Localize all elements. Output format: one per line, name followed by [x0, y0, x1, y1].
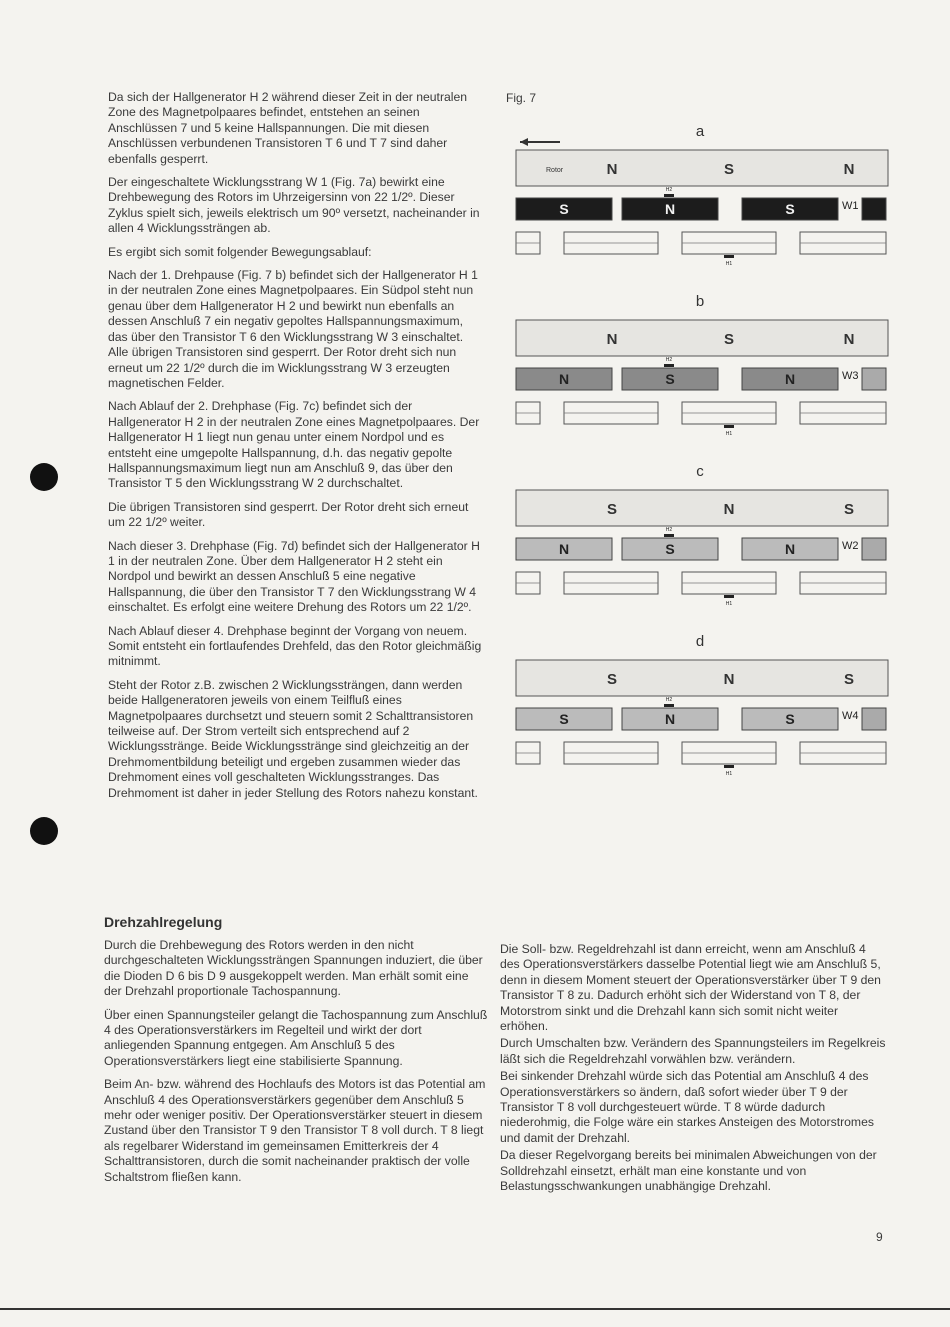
paragraph: Nach der 1. Drehpause (Fig. 7 b) befindet sich der Hallgenerator H 1 in der neutralen Zone eines Magnetpolpaares. Ein Südpol steht nun genau über dem Hallgenerator H 2 und bewirkt nun ebenfalls an dessen Anschluß 7 ein negativ gepoltes Hallspannungsmaximum, das über den Transistor T 6 den Wicklungsstrang W 3 einschaltet. Alle übrigen Transistoren sind gesperrt. Der Rotor dreht sich nun erneut um 22 1/2º durch die im Wicklungsstrang W 3 erzeugten magnetischen Felder. [108, 268, 478, 390]
panel-letter: d [695, 633, 705, 650]
paragraph: Bei sinkender Drehzahl würde sich das Potential am Anschluß 4 des Operationsverstärkers so ändern, daß sofort wieder über T 9 der Transistor T 8 voll durchgesteuert würde. T 8 würde dadurch niederohmig, die Folge wäre ein starkes Ansteigen des Motorstromes und damit der Drehzahl. [500, 1069, 874, 1145]
hall-sensor-bottom-marker [724, 765, 734, 768]
rotor-bar [516, 150, 888, 186]
panel-letter: a [695, 123, 705, 140]
punch-hole-bottom [30, 817, 58, 845]
winding-pole-label: N [664, 711, 676, 727]
punch-hole-top [30, 463, 58, 491]
hall-sensor-top-label: H2 [665, 697, 673, 703]
rotor-bar [516, 660, 888, 696]
winding-label: W3 [842, 370, 859, 382]
panel-letter: b [695, 293, 705, 310]
rotor-pole-label: S [723, 161, 735, 178]
rotor-pole-label: N [843, 161, 855, 178]
paragraph: Da dieser Regelvorgang bereits bei minimalen Abweichungen von der Solldrehzahl einsetzt, erhält man eine konstante und von Belastungsschwankungen unabhängige Drehzahl. [500, 1148, 877, 1194]
rotor-bar [516, 320, 888, 356]
winding-pole-label: N [784, 371, 796, 387]
hall-sensor-bottom-label: H1 [725, 261, 733, 267]
figure-label: Fig. 7 [506, 91, 537, 105]
winding-pole-label: S [785, 711, 795, 727]
winding-pole-label: S [559, 711, 569, 727]
winding-label: W4 [842, 710, 859, 722]
paragraph: Es ergibt sich somit folgender Bewegungsablauf: [108, 244, 372, 259]
rotor-pole-label: S [843, 671, 855, 688]
winding-slot-end [862, 708, 886, 730]
paragraph: Der eingeschaltete Wicklungsstrang W 1 (Fig. 7a) bewirkt eine Drehbewegung des Rotors im Uhrzeigersinn von 22 1/2º. Dieser Zyklus spielt sich, jeweils elektrisch um 90º versetzt, nacheinander in allen 4 Wicklungssträngen ab. [108, 175, 480, 236]
rotor-pole-label: N [606, 331, 618, 348]
arrow-head-icon [520, 138, 528, 146]
winding-pole-label: N [558, 541, 570, 557]
figure-7-diagram [504, 86, 894, 786]
rotor-pole-label: N [606, 161, 618, 178]
hall-sensor-bottom-label: H1 [725, 431, 733, 437]
hall-sensor-bottom-label: H1 [725, 601, 733, 607]
hall-sensor-top-label: H2 [665, 357, 673, 363]
winding-label: W2 [842, 540, 859, 552]
hall-sensor-top-marker [664, 704, 674, 707]
winding-pole-label: N [784, 541, 796, 557]
rotor-pole-label: N [723, 671, 735, 688]
section-right-column [500, 942, 886, 1203]
bottom-rule [0, 1308, 950, 1310]
paragraph: Beim An- bzw. während des Hochlaufs des Motors ist das Potential am Anschluß 4 des Operationsverstärkers gegenüber dem Anschluß 5 mehr oder weniger positiv. Der Operationsverstärker steuert in diesem Zustand über den Transistor T 9 den Transistor T 8 voll durch. T 8 liegt als regelbarer Widerstand im gemeinsamen Emitterkreis der 4 Schalttransistoren, durch die somit nacheinander praktisch der volle Schaltstrom fließen kann. [104, 1077, 486, 1184]
winding-pole-label: N [664, 201, 676, 217]
hall-sensor-top-label: H2 [665, 187, 673, 193]
rotor-pole-label: S [606, 671, 618, 688]
winding-pole-label: S [785, 201, 795, 217]
section-heading: Drehzahlregelung [104, 914, 223, 930]
paragraph: Steht der Rotor z.B. zwischen 2 Wicklungssträngen, dann werden beide Hallgeneratoren jeweils von einem Teilfluß eines Magnetpolpaares durchsetzt und steuern somit 2 Schalttransistoren teilweise auf. Der Strom verteilt sich entsprechend auf 2 Wicklungsstränge. Beide Wicklungsstränge sind gleichzeitig an der Drehmomentbildung beteiligt und ergeben zusammen wieder das Drehmoment eines voll geschalteten Wicklungsstranges. Das Drehmoment ist daher in jeder Stellung des Rotors nahezu konstant. [108, 677, 478, 800]
paragraph: Die übrigen Transistoren sind gesperrt. Der Rotor dreht sich erneut um 22 1/2º weiter. [108, 499, 469, 530]
hall-sensor-top-label: H2 [665, 527, 673, 533]
paragraph: Durch Umschalten bzw. Verändern des Spannungsteilers im Regelkreis läßt sich die Regeldrehzahl vorwählen bzw. verändern. [500, 1036, 886, 1066]
rotor-pole-label: N [843, 331, 855, 348]
rotor-label: Rotor [546, 167, 564, 174]
winding-pole-label: S [665, 371, 675, 387]
rotor-bar [516, 490, 888, 526]
winding-label: W1 [842, 200, 859, 212]
rotor-pole-label: S [606, 501, 618, 518]
paragraph: Die Soll- bzw. Regeldrehzahl ist dann erreicht, wenn am Anschluß 4 des Operationsverstärkers dasselbe Potential liegt wie am Anschluß 5, denn in diesem Moment steuert der Operationsverstärker über T 9 den Transistor T 8 zu. Dadurch erhöht sich der Widerstand von T 8, der Motorstrom sinkt und die Drehzahl kann sich somit nicht weiter erhöhen. [500, 942, 881, 1034]
hall-sensor-top-marker [664, 534, 674, 537]
rotor-pole-label: N [723, 501, 735, 518]
paragraph: Da sich der Hallgenerator H 2 während dieser Zeit in der neutralen Zone des Magnetpolpaares befindet, entstehen an seinen Anschlüssen 7 und 5 keine Hallspannungen. Die mit diesen Anschlüssen verbundenen Transistoren T 6 und T 7 sind daher ebenfalls gesperrt. [108, 90, 468, 166]
hall-sensor-bottom-marker [724, 255, 734, 258]
hall-sensor-top-marker [664, 194, 674, 197]
winding-pole-label: N [558, 371, 570, 387]
winding-slot-end [862, 198, 886, 220]
hall-sensor-bottom-marker [724, 595, 734, 598]
page-number: 9 [876, 1230, 883, 1244]
rotor-pole-label: S [843, 501, 855, 518]
left-column [108, 90, 486, 809]
hall-sensor-bottom-label: H1 [725, 771, 733, 777]
panel-letter: c [696, 463, 704, 480]
paragraph: Nach Ablauf der 2. Drehphase (Fig. 7c) befindet sich der Hallgenerator H 2 in der neutralen Zone eines Magnetpolpaares. Der Hallgenerator H 1 liegt nun genau unter einem Nordpol und es entsteht eine umgepolte Hallspannung, d.h. das negativ gepolte Hallspannungsmaximum liegt nun am Anschluß 9, das über den Transistor T 5 den Wicklungsstrang W 2 durchschaltet. [108, 399, 480, 491]
winding-slot-end [862, 368, 886, 390]
winding-pole-label: S [559, 201, 569, 217]
paragraph: Nach dieser 3. Drehphase (Fig. 7d) befindet sich der Hallgenerator H 1 in der neutralen Zone. Über dem Hallgenerator H 2 steht ein Nordpol und bewirkt an dessen Anschluß 5 eine negative Hallspannung, die über den Transistor T 7 den Wicklungsstrang W 4 einschaltet. Es erfolgt eine weitere Drehung des Rotors um 22 1/2º. [108, 538, 480, 615]
hall-sensor-bottom-marker [724, 425, 734, 428]
winding-pole-label: S [665, 541, 675, 557]
rotor-pole-label: S [723, 331, 735, 348]
hall-sensor-top-marker [664, 364, 674, 367]
winding-slot-end [862, 538, 886, 560]
section-left-column [104, 938, 488, 1193]
paragraph: Über einen Spannungsteiler gelangt die Tachospannung zum Anschluß 4 des Operationsverstärkers im Regelteil und wirkt der dort anliegenden Spannung entgegen. Am Anschluß 5 des Operationsverstärkers liegt eine stabilisierte Spannung. [104, 1007, 488, 1068]
paragraph: Durch die Drehbewegung des Rotors werden in den nicht durchgeschalteten Wicklungssträngen Spannungen induziert, die über die Dioden D 6 bis D 9 ausgekoppelt werden. Man erhält somit eine der Drehzahl proportionale Tachospannung. [104, 938, 483, 999]
paragraph: Nach Ablauf dieser 4. Drehphase beginnt der Vorgang von neuem. Somit entsteht ein fortlaufendes Drehfeld, das den Rotor gleichmäßig mitnimmt. [108, 623, 482, 669]
